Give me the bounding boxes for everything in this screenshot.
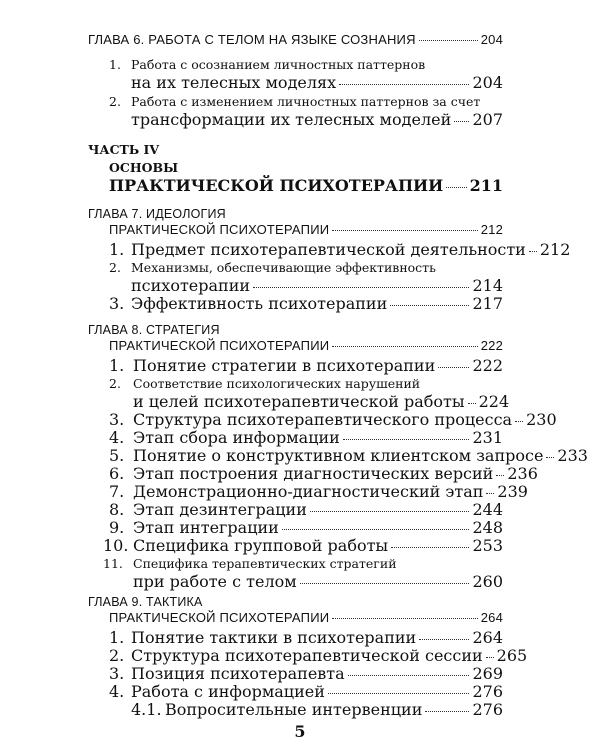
page-ref: 276 — [472, 682, 503, 701]
item-text: Предмет психотерапевтической деятельности — [131, 240, 526, 259]
item-text: Этап интеграции — [133, 518, 279, 537]
chapter-title-line1: ГЛАВА 7. ИДЕОЛОГИЯ — [88, 207, 226, 221]
toc-item — [109, 294, 503, 314]
item-text: Соответствие психологических нарушений — [133, 376, 421, 391]
toc-item-cont — [133, 392, 510, 412]
item-text: трансформации их телесных моделей — [131, 110, 452, 129]
toc-item — [109, 356, 503, 376]
toc-item — [109, 664, 503, 684]
page-ref: 264 — [480, 610, 503, 625]
page-ref: 231 — [472, 428, 503, 447]
leader-dots — [446, 187, 466, 188]
leader-dots — [310, 511, 470, 512]
leader-dots — [419, 40, 478, 41]
item-text: Демонстрационно-диагностический этап — [133, 482, 484, 501]
leader-dots — [438, 367, 469, 368]
part-label: ЧАСТЬ IV — [88, 142, 160, 157]
toc-item — [109, 646, 528, 666]
item-number: 4.1. — [131, 700, 162, 719]
toc-item — [109, 374, 420, 394]
page-ref: 224 — [478, 392, 510, 411]
leader-dots — [282, 529, 470, 530]
toc-item — [109, 446, 588, 466]
item-text: Работа с информацией — [131, 682, 325, 701]
page-ref: 204 — [472, 73, 503, 92]
item-text: Механизмы, обеспечивающие эффективность — [131, 260, 436, 275]
item-text: Работа с изменением личностных паттернов за счет — [131, 94, 481, 109]
item-text: Работа с осознанием личностных паттернов — [131, 57, 426, 72]
item-number: 6. — [109, 464, 125, 483]
toc-item — [109, 518, 503, 538]
page-ref: 217 — [472, 294, 503, 313]
page-ref: 248 — [472, 518, 503, 537]
leader-dots — [343, 439, 470, 440]
toc-chapter-8 — [109, 338, 503, 358]
leader-dots — [486, 493, 494, 494]
leader-dots — [454, 121, 469, 122]
toc-subitem — [131, 700, 503, 720]
page-ref: 212 — [480, 222, 503, 237]
leader-dots — [339, 84, 469, 85]
leader-dots — [253, 287, 469, 288]
page-ref: 264 — [472, 628, 503, 647]
toc-item — [109, 682, 503, 702]
chapter-title-line2: ПРАКТИЧЕСКОЙ ПСИХОТЕРАПИИ — [109, 222, 330, 237]
page-ref: 244 — [472, 500, 503, 519]
toc-item — [109, 464, 538, 484]
toc-chapter-9 — [109, 610, 503, 630]
item-number: 2. — [109, 94, 121, 109]
item-text: Понятие тактики в психотерапии — [131, 628, 417, 647]
leader-dots — [419, 639, 469, 640]
chapter-title-line2: ПРАКТИЧЕСКОЙ ПСИХОТЕРАПИИ — [109, 610, 330, 625]
toc-item — [109, 92, 480, 112]
page-ref: 239 — [497, 482, 528, 501]
item-text: Понятие о конструктивном клиентском запросе — [133, 446, 544, 465]
leader-dots — [546, 457, 554, 458]
item-number: 2. — [109, 376, 121, 391]
item-text: Структура психотерапевтического процесса — [133, 410, 513, 429]
page-ref: 211 — [469, 176, 503, 195]
page-ref: 204 — [480, 32, 503, 47]
item-text: Структура психотерапевтической сессии — [131, 646, 483, 665]
toc-item — [109, 55, 425, 75]
toc-item — [109, 428, 503, 448]
chapter-title: ГЛАВА 6. РАБОТА С ТЕЛОМ НА ЯЗЫКЕ СОЗНАНИЯ — [88, 32, 416, 47]
leader-dots — [348, 675, 470, 676]
toc-item — [109, 482, 528, 502]
toc-item — [109, 410, 557, 430]
page-ref: 253 — [472, 536, 503, 555]
item-number: 7. — [109, 482, 125, 501]
leader-dots — [390, 305, 469, 306]
page-ref: 222 — [480, 338, 503, 353]
toc-chapter-6 — [88, 32, 503, 52]
leader-dots — [486, 657, 494, 658]
item-text: Эффективность психотерапии — [131, 294, 388, 313]
item-number: 1. — [109, 240, 125, 259]
item-text: Этап построения диагностических версий — [133, 464, 494, 483]
item-number: 3. — [109, 664, 125, 683]
item-text: при работе с телом — [133, 572, 297, 591]
item-number: 4. — [109, 682, 125, 701]
page-ref: 265 — [496, 646, 528, 665]
item-number: 4. — [109, 428, 125, 447]
item-text: Вопросительные интервенции — [165, 700, 423, 719]
leader-dots — [332, 618, 477, 619]
leader-dots — [332, 346, 477, 347]
toc-item — [109, 258, 436, 278]
part-title-line1: ОСНОВЫ — [109, 160, 179, 175]
toc-chapter-7 — [109, 222, 503, 242]
leader-dots — [391, 547, 469, 548]
item-number: 2. — [109, 260, 121, 275]
leader-dots — [425, 711, 469, 712]
toc-item-cont — [131, 110, 503, 130]
toc-item — [109, 500, 503, 520]
toc-item-cont — [131, 276, 503, 296]
item-number: 11. — [103, 556, 123, 571]
item-number: 1. — [109, 57, 121, 72]
chapter-title-line1: ГЛАВА 9. ТАКТИКА — [88, 595, 203, 609]
toc-item — [103, 536, 503, 556]
item-number: 5. — [109, 446, 125, 465]
page-ref: 260 — [472, 572, 503, 591]
item-number: 8. — [109, 500, 125, 519]
leader-dots — [515, 421, 523, 422]
chapter-title-line2: ПРАКТИЧЕСКОЙ ПСИХОТЕРАПИИ — [109, 338, 330, 353]
item-text: психотерапии — [131, 276, 251, 295]
item-number: 9. — [109, 518, 125, 537]
page-ref: 214 — [472, 276, 503, 295]
item-text: Этап сбора информации — [133, 428, 340, 447]
item-text: и целей психотерапевтической работы — [133, 392, 465, 411]
item-number: 1. — [109, 356, 125, 375]
item-text: на их телесных моделях — [131, 73, 337, 92]
toc-item — [103, 554, 397, 574]
page-ref: 276 — [472, 700, 503, 719]
leader-dots — [529, 251, 537, 252]
item-text: Понятие стратегии в психотерапии — [133, 356, 436, 375]
page-ref: 236 — [507, 464, 538, 483]
leader-dots — [332, 230, 477, 231]
item-number: 3. — [109, 410, 125, 429]
item-text: Этап дезинтеграции — [133, 500, 307, 519]
leader-dots — [300, 583, 470, 584]
toc-item-cont — [133, 572, 503, 592]
leader-dots — [468, 403, 476, 404]
page-ref: 207 — [472, 110, 503, 129]
chapter-title-line1: ГЛАВА 8. СТРАТЕГИЯ — [88, 323, 220, 337]
item-number: 2. — [109, 646, 125, 665]
part-title-line2: ПРАКТИЧЕСКОЙ ПСИХОТЕРАПИИ — [109, 176, 444, 195]
item-text: Позиция психотерапевта — [131, 664, 345, 683]
part-title — [109, 176, 503, 196]
toc-item — [109, 628, 503, 648]
page-ref: 212 — [539, 240, 571, 259]
page-ref: 230 — [526, 410, 557, 429]
page-ref: 222 — [472, 356, 503, 375]
item-text: Специфика групповой работы — [133, 536, 389, 555]
item-number: 1. — [109, 628, 125, 647]
page-ref: 269 — [472, 664, 503, 683]
toc-item-cont — [131, 73, 503, 93]
item-number: 10. — [103, 536, 129, 555]
leader-dots — [496, 475, 504, 476]
item-number: 3. — [109, 294, 125, 313]
page-ref: 233 — [557, 446, 588, 465]
page-number: 5 — [294, 722, 306, 741]
toc-item — [109, 240, 571, 260]
item-text: Специфика терапевтических стратегий — [133, 556, 397, 571]
leader-dots — [328, 693, 470, 694]
